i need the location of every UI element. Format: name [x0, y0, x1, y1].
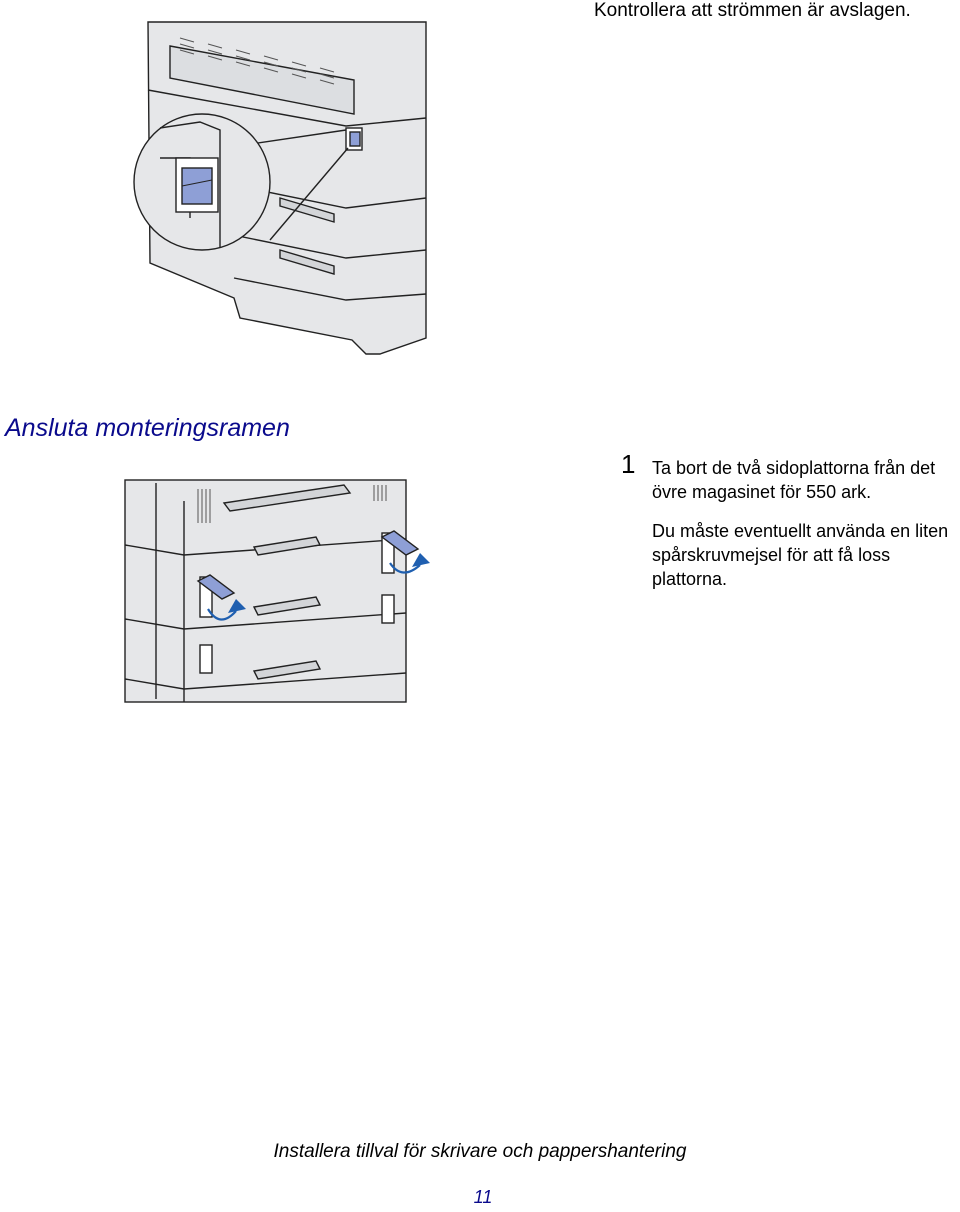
footer-title: Installera tillval för skrivare och pappershantering — [273, 1141, 687, 1162]
printer-power-switch-illustration — [130, 18, 430, 358]
section-heading: Ansluta monteringsramen — [5, 414, 290, 442]
step-number: 1 — [621, 449, 636, 479]
top-instruction-text: Kontrollera att strömmen är avslagen. — [594, 0, 911, 21]
step-instruction: Ta bort de två sidoplattorna från det övre magasinet för 550 ark. — [652, 458, 936, 502]
step-note: Du måste eventuellt använda en liten spårskruvmejsel för att få loss plattorna. — [652, 521, 949, 589]
side-plates-removal-illustration — [124, 479, 444, 705]
page-number: 11 — [473, 1187, 493, 1207]
